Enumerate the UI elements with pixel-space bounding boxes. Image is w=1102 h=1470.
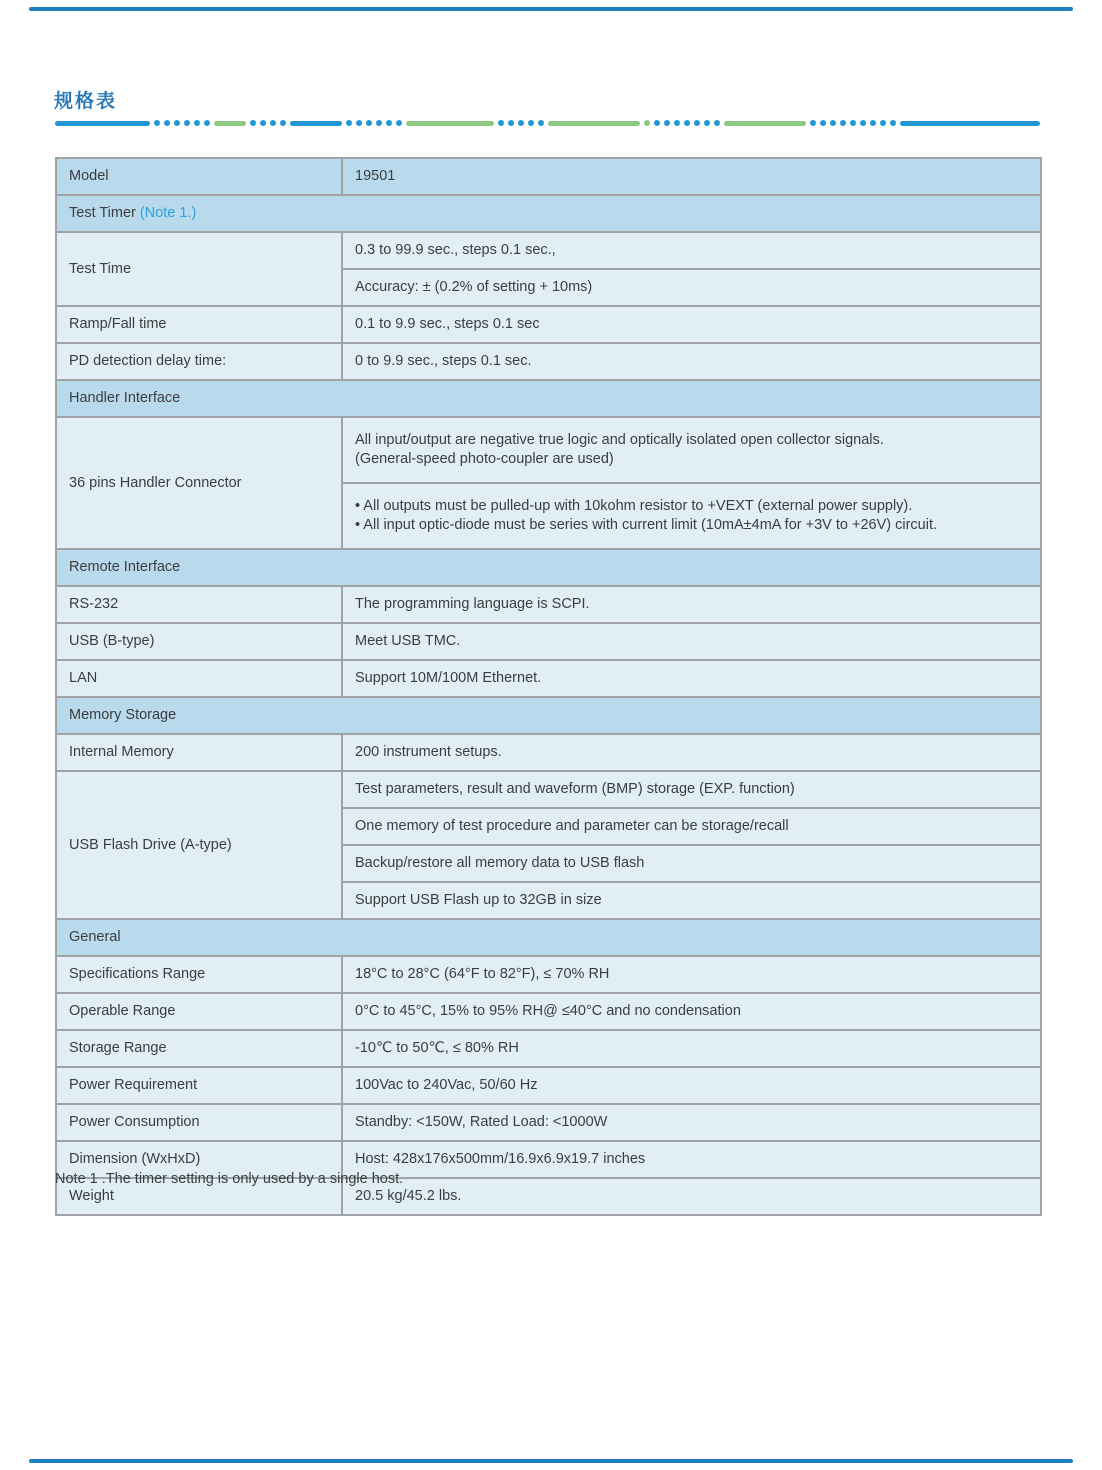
- row-label: LAN: [56, 660, 342, 697]
- section-header: [56, 195, 1041, 232]
- section-row: [56, 697, 1041, 734]
- value-line: The programming language is SCPI.: [355, 596, 590, 612]
- divider-dash: [548, 121, 640, 126]
- page-top-rule: [29, 7, 1073, 11]
- divider-dash: [406, 121, 494, 126]
- row-value: [342, 269, 1041, 306]
- row-value: [342, 343, 1041, 380]
- table-row: [56, 956, 1041, 993]
- footnote: Note 1 .The timer setting is only used by a single host.: [55, 1171, 404, 1187]
- row-value: [342, 1178, 1041, 1215]
- row-value: [342, 1067, 1041, 1104]
- row-value: [342, 660, 1041, 697]
- divider-dot: [820, 120, 826, 126]
- divider-dot: [518, 120, 524, 126]
- value-line: Host: 428x176x500mm/16.9x6.9x19.7 inches: [355, 1151, 646, 1167]
- section-header: [56, 919, 1041, 956]
- value-line: 18°C to 28°C (64°F to 82°F), ≤ 70% RH: [355, 966, 610, 982]
- divider-dash: [55, 121, 150, 126]
- row-label: Ramp/Fall time: [56, 306, 342, 343]
- row-label: Power Requirement: [56, 1067, 342, 1104]
- divider-dot: [704, 120, 710, 126]
- row-value: [342, 1030, 1041, 1067]
- table-row: [56, 1104, 1041, 1141]
- divider-dash: [214, 121, 246, 126]
- value-line: • All input optic-diode must be series with current limit (10mA±4mA for +3V to +26V) circuit.: [355, 517, 937, 533]
- section-label: Test Timer: [69, 205, 136, 221]
- value-line: Meet USB TMC.: [355, 633, 461, 649]
- divider-dot: [528, 120, 534, 126]
- section-row: [56, 380, 1041, 417]
- value-line: 0 to 9.9 sec., steps 0.1 sec.: [355, 353, 532, 369]
- divider-dot: [270, 120, 276, 126]
- divider-dot: [508, 120, 514, 126]
- page-title: 规格表: [54, 91, 118, 112]
- section-header: [56, 380, 1041, 417]
- table-row: [56, 586, 1041, 623]
- row-label: Specifications Range: [56, 956, 342, 993]
- table-row: [56, 734, 1041, 771]
- row-label: Internal Memory: [56, 734, 342, 771]
- table-row: [56, 232, 1041, 269]
- table-row: [56, 660, 1041, 697]
- row-value: [342, 158, 1041, 195]
- value-line: Accuracy: ± (0.2% of setting + 10ms): [355, 279, 593, 295]
- row-label: 36 pins Handler Connector: [56, 417, 342, 549]
- spec-table-body: [56, 158, 1041, 1215]
- divider-dot: [674, 120, 680, 126]
- divider-dash: [724, 121, 806, 126]
- table-row: [56, 1030, 1041, 1067]
- section-row: [56, 549, 1041, 586]
- divider-dot: [880, 120, 886, 126]
- row-value: [342, 1141, 1041, 1178]
- row-value: [342, 306, 1041, 343]
- divider-dot: [684, 120, 690, 126]
- spec-table: [55, 157, 1042, 1216]
- divider-dot: [714, 120, 720, 126]
- row-value: [342, 623, 1041, 660]
- section-label: Memory Storage: [69, 707, 177, 723]
- row-value: [342, 734, 1041, 771]
- divider-dot: [498, 120, 504, 126]
- divider-dot: [376, 120, 382, 126]
- row-value: [342, 417, 1041, 483]
- divider-dot: [194, 120, 200, 126]
- table-row: [56, 623, 1041, 660]
- divider-dot: [654, 120, 660, 126]
- row-value: [342, 845, 1041, 882]
- divider-dot: [870, 120, 876, 126]
- section-note-ref: (Note 1.): [135, 205, 197, 221]
- value-line: 19501: [355, 168, 396, 184]
- divider-dot: [840, 120, 846, 126]
- value-line: -10℃ to 50℃, ≤ 80% RH: [355, 1040, 519, 1056]
- divider-dot: [664, 120, 670, 126]
- row-label: USB (B-type): [56, 623, 342, 660]
- divider-dot: [860, 120, 866, 126]
- row-label: Storage Range: [56, 1030, 342, 1067]
- value-line: 200 instrument setups.: [355, 744, 502, 760]
- divider-dot: [694, 120, 700, 126]
- value-line: 20.5 kg/45.2 lbs.: [355, 1188, 462, 1204]
- table-row: [56, 306, 1041, 343]
- divider-dot: [850, 120, 856, 126]
- row-label: Power Consumption: [56, 1104, 342, 1141]
- section-row: [56, 919, 1041, 956]
- table-row: [56, 417, 1041, 483]
- row-label: Test Time: [56, 232, 342, 306]
- divider-dash: [290, 121, 342, 126]
- section-row: [56, 195, 1041, 232]
- section-label: Remote Interface: [69, 559, 181, 575]
- divider-dot: [204, 120, 210, 126]
- divider-dot: [174, 120, 180, 126]
- value-line: Test parameters, result and waveform (BMP) storage (EXP. function): [355, 781, 795, 797]
- value-line: Standby: <150W, Rated Load: <1000W: [355, 1114, 608, 1130]
- divider-dot: [386, 120, 392, 126]
- row-label: RS-232: [56, 586, 342, 623]
- divider-dot: [830, 120, 836, 126]
- divider-dot: [154, 120, 160, 126]
- section-header: [56, 549, 1041, 586]
- value-line: 0.3 to 99.9 sec., steps 0.1 sec.,: [355, 242, 556, 258]
- value-line: 100Vac to 240Vac, 50/60 Hz: [355, 1077, 538, 1093]
- row-label: Weight: [56, 1178, 342, 1215]
- divider-dot: [346, 120, 352, 126]
- value-line: One memory of test procedure and parameter can be storage/recall: [355, 818, 789, 834]
- value-line: Backup/restore all memory data to USB flash: [355, 855, 645, 871]
- table-row: [56, 343, 1041, 380]
- row-label: Operable Range: [56, 993, 342, 1030]
- divider-dot: [164, 120, 170, 126]
- page-bottom-rule: [29, 1459, 1073, 1463]
- row-value: [342, 232, 1041, 269]
- divider-dash: [900, 121, 1040, 126]
- row-value: [342, 956, 1041, 993]
- section-header: [56, 697, 1041, 734]
- row-label: Dimension (WxHxD): [56, 1141, 342, 1178]
- divider-dot: [810, 120, 816, 126]
- divider-dot: [250, 120, 256, 126]
- table-row: [56, 158, 1041, 195]
- table-row: [56, 771, 1041, 808]
- table-row: [56, 1067, 1041, 1104]
- divider-dot: [538, 120, 544, 126]
- divider-dot: [396, 120, 402, 126]
- row-label: USB Flash Drive (A-type): [56, 771, 342, 919]
- row-label: PD detection delay time:: [56, 343, 342, 380]
- section-label: General: [69, 929, 121, 945]
- row-value: [342, 586, 1041, 623]
- row-value: [342, 882, 1041, 919]
- row-value: [342, 1104, 1041, 1141]
- divider-dot: [280, 120, 286, 126]
- row-value: [342, 808, 1041, 845]
- value-line: Support USB Flash up to 32GB in size: [355, 892, 602, 908]
- table-row: [56, 993, 1041, 1030]
- divider-dot: [356, 120, 362, 126]
- value-line: (General-speed photo-coupler are used): [355, 451, 614, 467]
- divider-dot: [644, 120, 650, 126]
- value-line: 0.1 to 9.9 sec., steps 0.1 sec: [355, 316, 540, 332]
- row-value: [342, 483, 1041, 549]
- divider-dot: [890, 120, 896, 126]
- decorative-divider: [55, 120, 1040, 126]
- value-line: All input/output are negative true logic and optically isolated open collector signals.: [355, 432, 884, 448]
- row-value: [342, 993, 1041, 1030]
- row-label: Model: [56, 158, 342, 195]
- row-value: [342, 771, 1041, 808]
- divider-dot: [184, 120, 190, 126]
- divider-dot: [260, 120, 266, 126]
- divider-dot: [366, 120, 372, 126]
- section-label: Handler Interface: [69, 390, 181, 406]
- value-line: Support 10M/100M Ethernet.: [355, 670, 542, 686]
- value-line: 0°C to 45°C, 15% to 95% RH@ ≤40°C and no condensation: [355, 1003, 741, 1019]
- value-line: • All outputs must be pulled-up with 10kohm resistor to +VEXT (external power supply).: [355, 498, 913, 514]
